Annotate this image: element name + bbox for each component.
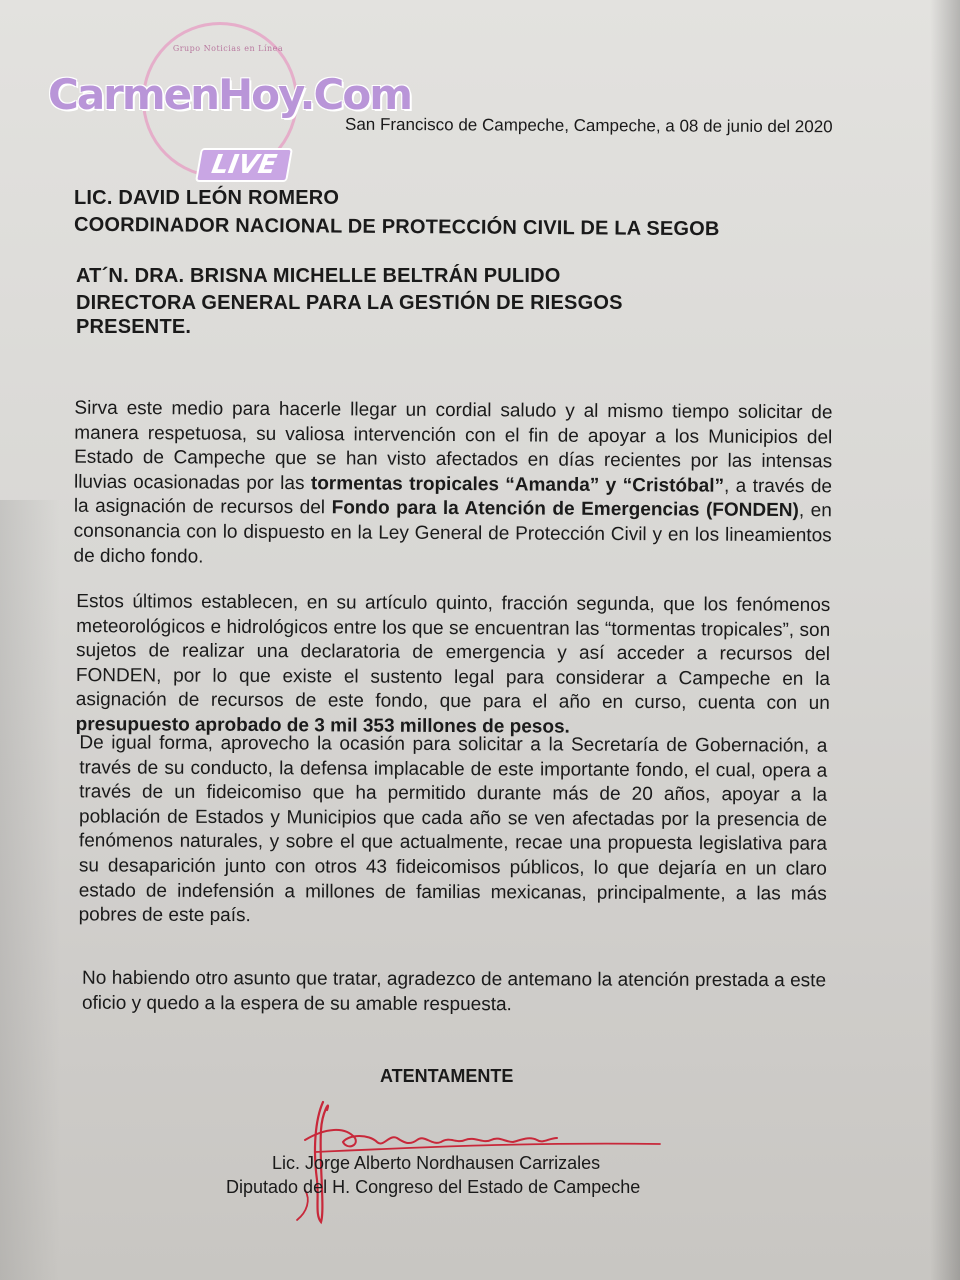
page-shadow-left (0, 500, 60, 1280)
paragraph-1-text-c: , a través de la asignación de recursos del (73, 475, 833, 519)
attention-line: AT´N. DRA. BRISNA MICHELLE BELTRÁN PULIDO (76, 265, 561, 287)
paragraph-1-bold-fonden: Fondo para la Atención de Emergencias (FONDEN) (331, 497, 799, 522)
paragraph-3: De igual forma, aprovecho la ocasión para solicitar a la Secretaría de Gobernación, a través de su conducto, la defensa implacable de este importante fondo, el cual, opera a través de un fideicomiso que ha permitido durante más de 20 años, apoyar a la población de Estados y Municipios que cada año se ven afectadas por la presencia de fenómenos naturales, y sobre el que actualmente, recae una propuesta legislativa para su desaparición junto con otros 43 fideicomisos públicos, lo que dejaría en un claro estado de indefensión a millones de familias mexicanas, principalmente, a las más pobres de este país. (78, 732, 828, 927)
logo-live-badge: LIVE (195, 148, 293, 182)
signer-role: Diputado del H. Congreso del Estado de Campeche (226, 1177, 641, 1197)
paragraph-4: No habiendo otro asunto que tratar, agradezco de antemano la atención prestada a este oficio y quedo a la espera de su amable respuesta. (81, 967, 827, 1015)
carmenhoy-watermark-logo (48, 18, 411, 180)
paragraph-2-bold-budget: presupuesto aprobado de 3 mil 353 millones de pesos. (75, 713, 570, 738)
presente-label: PRESENTE. (76, 316, 192, 338)
recipient-name: LIC. DAVID LEÓN ROMERO (74, 187, 340, 209)
logo-tagline: Grupo Noticias en Línea (172, 44, 284, 53)
paragraph-2-text: Estos últimos establecen, en su artículo quinto, fracción segunda, que los fenómenos meteorológicos e hidrológicos entre los que se encuentran las “tormentas tropicales”, son sujetos de realizar una declaratoria de emergencia y así acceder a recursos del FONDEN, por lo que existe el sustento legal para considerar a Campeche en la asignación de recursos de este fondo, que para el año en curso, cuenta con un (75, 591, 831, 715)
closing-atentamente: ATENTAMENTE (380, 1066, 514, 1086)
paragraph-1-text-a: Sirva este medio para hacerle llegar un cordial saludo y al mismo tiempo solicitar de manera respetuosa, su valiosa intervención con el fin de apoyar a los Municipios del Estado de Campeche que se han visto afectados en días recientes por las intensas lluvias ocasionadas por las (73, 397, 833, 494)
signer-name: Lic. Jorge Alberto Nordhausen Carrizales (272, 1153, 601, 1173)
paragraph-2 (76, 590, 831, 742)
place-date: San Francisco de Campeche, Campeche, a 08 de junio del 2020 (344, 114, 833, 137)
attention-title: DIRECTORA GENERAL PARA LA GESTIÓN DE RIESGOS (76, 292, 623, 314)
logo-brand-text: CarmenHoy.Com (48, 70, 411, 119)
paragraph-1 (73, 397, 832, 574)
paragraph-1-bold-storms: tormentas tropicales “Amanda” y “Cristóbal” (310, 472, 725, 497)
recipient-title: COORDINADOR NACIONAL DE PROTECCIÓN CIVIL DE LA SEGOB (73, 213, 720, 241)
paragraph-1-text-d: , en consonancia con lo dispuesto en la Ley General de Protección Civil y en los lineamientos de dicho fondo. (73, 500, 832, 568)
page-shadow-right (930, 0, 960, 1280)
